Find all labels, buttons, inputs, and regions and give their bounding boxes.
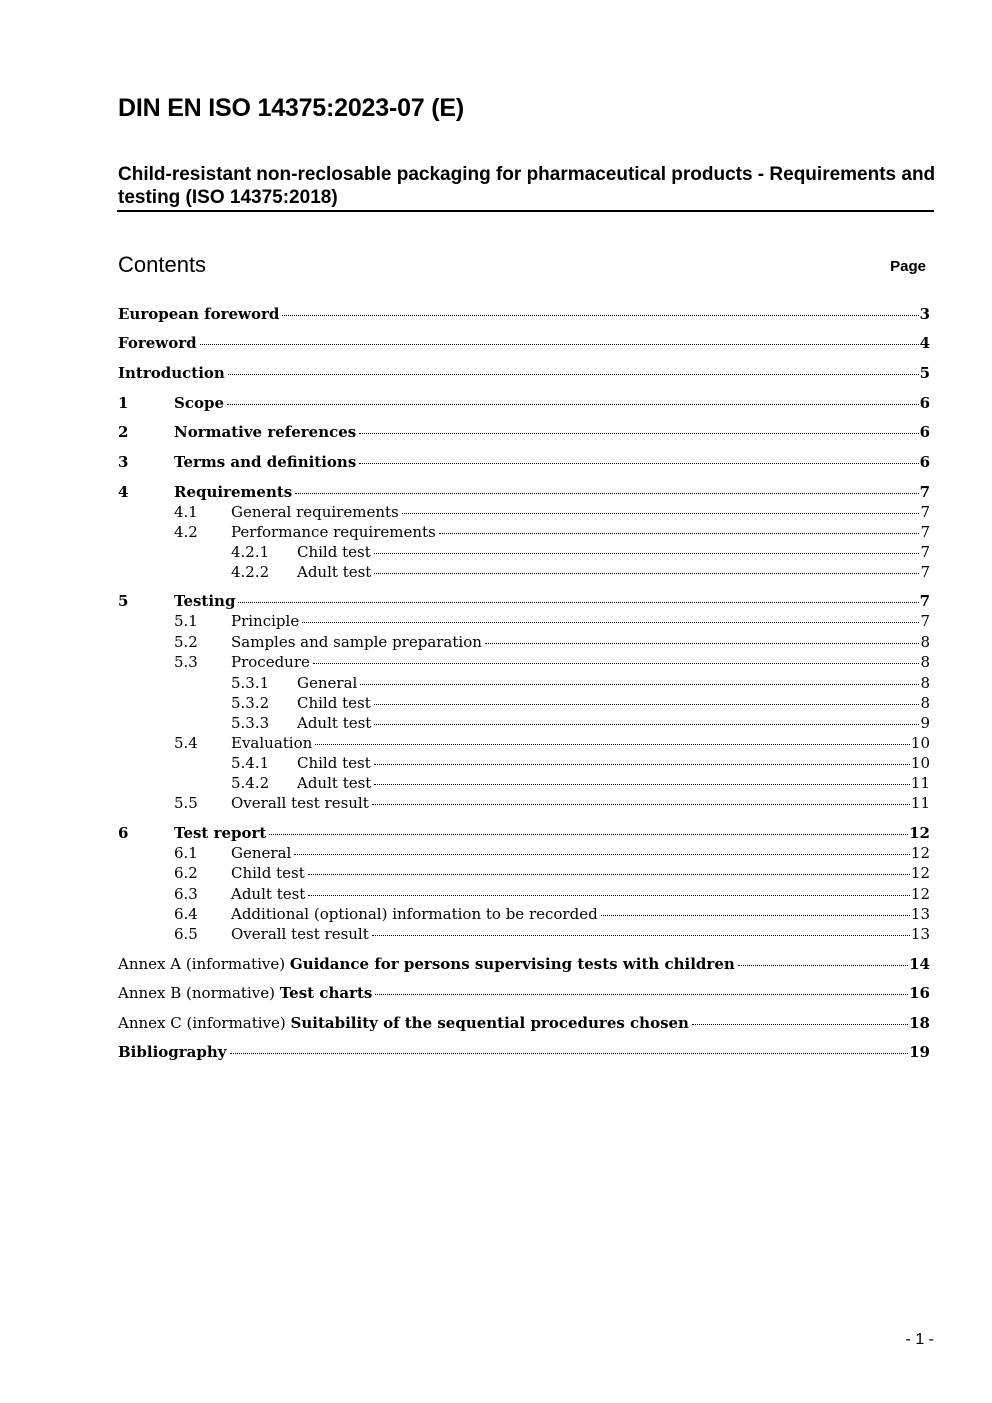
toc-entry[interactable] [118, 954, 930, 974]
toc-dot-leader [313, 662, 920, 664]
toc-entry[interactable] [118, 673, 930, 693]
toc-entry-number: 5.3 [174, 653, 198, 671]
toc-entry[interactable] [118, 333, 930, 353]
toc-entry[interactable] [118, 1013, 930, 1033]
title-rule [117, 210, 934, 212]
contents-heading: Contents [118, 252, 207, 277]
toc-entry-title: Samples and sample preparation [231, 633, 482, 651]
toc-entry-page: 12 [909, 824, 930, 842]
toc-dot-leader [315, 743, 910, 745]
toc-entry[interactable] [118, 983, 930, 1003]
toc-dot-leader [230, 1052, 909, 1054]
toc-entry-title: Overall test result [231, 925, 369, 943]
toc-dot-leader [374, 703, 920, 705]
toc-entry-page: 6 [919, 394, 930, 412]
toc-entry-number: 5.3.1 [231, 674, 270, 692]
toc-entry-number: 6.4 [174, 905, 198, 923]
document-subtitle: Child-resistant non-reclosable packaging for pharmaceutical products - Requirements and testing (ISO 14375:2018) [118, 164, 936, 208]
toc-entry-title: Principle [231, 612, 300, 630]
toc-dot-leader [374, 552, 920, 554]
toc-entry-number: 4.2 [174, 523, 198, 541]
toc-entry-title: Child test [297, 694, 371, 712]
toc-entry-title: Terms and definitions [174, 453, 357, 471]
toc-dot-leader [308, 894, 910, 896]
toc-entry-title: Test report [174, 824, 267, 842]
toc-dot-leader [375, 993, 908, 995]
toc-entry-title: Requirements [174, 483, 293, 501]
toc-entry-title: Procedure [231, 653, 310, 671]
toc-dot-leader [228, 373, 919, 375]
toc-entry-number: 5.4.1 [231, 754, 270, 772]
toc-entry-page: 19 [909, 1043, 930, 1061]
toc-entry[interactable] [118, 393, 930, 413]
toc-dot-leader [308, 873, 910, 875]
toc-entry-title: Adult test [231, 885, 306, 903]
toc-entry-number: 4.2.2 [231, 563, 270, 581]
toc-entry-page: 5 [919, 364, 930, 382]
toc-entry-title: Testing [174, 592, 236, 610]
toc-entry-number: 4 [118, 483, 129, 501]
toc-entry-page: 4 [919, 334, 930, 352]
toc-dot-leader [374, 763, 910, 765]
toc-entry-title: General [231, 844, 292, 862]
toc-entry-title: Adult test [297, 774, 372, 792]
toc-entry-title: Annex C (informative) Suitability of the sequential procedures chosen [118, 1014, 689, 1032]
toc-entry[interactable] [118, 482, 930, 502]
toc-entry-page: 7 [920, 503, 930, 521]
toc-entry-title: Performance requirements [231, 523, 436, 541]
toc-dot-leader [485, 642, 920, 644]
toc-entry-title: Child test [297, 754, 371, 772]
toc-entry-page: 8 [920, 653, 930, 671]
toc-entry-page: 7 [920, 523, 930, 541]
toc-entry-page: 12 [910, 844, 930, 862]
toc-entry[interactable] [118, 632, 930, 652]
toc-entry-number: 3 [118, 453, 129, 471]
toc-dot-leader [294, 853, 910, 855]
toc-dot-leader [302, 621, 919, 623]
toc-entry-title: Bibliography [118, 1043, 227, 1061]
toc-entry[interactable] [118, 542, 930, 562]
toc-entry-page: 10 [910, 754, 930, 772]
toc-entry-number: 6 [118, 824, 129, 842]
toc-entry[interactable] [118, 1042, 930, 1062]
toc-entry[interactable] [118, 363, 930, 383]
toc-entry-title: Annex A (informative) Guidance for persons supervising tests with children [118, 955, 735, 973]
toc-entry-page: 8 [920, 674, 930, 692]
toc-entry-number: 5.5 [174, 794, 198, 812]
toc-entry-page: 11 [910, 774, 930, 792]
toc-entry-page: 12 [910, 885, 930, 903]
toc-entry[interactable] [118, 611, 930, 631]
toc-entry-title: Child test [297, 543, 371, 561]
toc-entry[interactable] [118, 652, 930, 672]
toc-dot-leader [295, 492, 918, 494]
toc-dot-leader [269, 833, 908, 835]
toc-entry-page: 13 [910, 905, 930, 923]
toc-entry[interactable] [118, 904, 930, 924]
toc-entry[interactable] [118, 924, 930, 944]
toc-entry-title: Evaluation [231, 734, 313, 752]
toc-entry-number: 5.4.2 [231, 774, 270, 792]
annex-label: Annex A (informative) [118, 955, 290, 973]
toc-entry-page: 3 [919, 305, 930, 323]
toc-entry-title: Overall test result [231, 794, 369, 812]
toc-entry-page: 9 [920, 714, 930, 732]
toc-dot-leader [282, 314, 918, 316]
toc-entry[interactable] [118, 753, 930, 773]
toc-dot-leader [374, 723, 919, 725]
toc-entry-page: 7 [919, 592, 930, 610]
toc-entry-page: 16 [909, 984, 930, 1002]
toc-entry[interactable] [118, 562, 930, 582]
toc-entry-number: 5.3.2 [231, 694, 270, 712]
toc-entry[interactable] [118, 452, 930, 472]
toc-entry-page: 10 [910, 734, 930, 752]
toc-dot-leader [227, 403, 919, 405]
toc-entry-title: Foreword [118, 334, 197, 352]
toc-entry-page: 18 [909, 1014, 930, 1032]
toc-entry[interactable] [118, 591, 930, 611]
toc-entry-title: Annex B (normative) Test charts [118, 984, 373, 1002]
toc-entry-page: 14 [909, 955, 930, 973]
toc-entry[interactable] [118, 422, 930, 442]
toc-dot-leader [601, 914, 910, 916]
toc-entry[interactable] [118, 773, 930, 793]
toc-entry[interactable] [118, 304, 930, 324]
toc-entry-page: 13 [910, 925, 930, 943]
toc-dot-leader [374, 783, 910, 785]
annex-label: Annex C (informative) [118, 1014, 291, 1032]
toc-entry-number: 4.2.1 [231, 543, 270, 561]
toc-entry-number: 1 [118, 394, 129, 412]
document-title: DIN EN ISO 14375:2023-07 (E) [118, 94, 464, 122]
toc-entry-page: 11 [910, 794, 930, 812]
toc-entry-title: Normative references [174, 423, 357, 441]
toc-entry-title: European foreword [118, 305, 280, 323]
toc-entry-title: Adult test [297, 563, 372, 581]
toc-entry-number: 4.1 [174, 503, 198, 521]
toc-dot-leader [359, 462, 918, 464]
toc-entry-page: 12 [910, 864, 930, 882]
toc-entry-title: Adult test [297, 714, 372, 732]
toc-dot-leader [374, 572, 919, 574]
toc-entry-number: 6.3 [174, 885, 198, 903]
page-number: - 1 - [905, 1331, 934, 1348]
toc-entry-number: 2 [118, 423, 129, 441]
toc-entry-title: Child test [231, 864, 305, 882]
toc-entry-number: 5.4 [174, 734, 198, 752]
toc-entry[interactable] [118, 823, 930, 843]
toc-entry-page: 7 [919, 483, 930, 501]
toc-dot-leader [372, 934, 910, 936]
toc-entry-number: 6.5 [174, 925, 198, 943]
toc-entry[interactable] [118, 733, 930, 753]
toc-dot-leader [200, 343, 919, 345]
toc-entry-page: 6 [919, 453, 930, 471]
toc-entry-page: 8 [920, 633, 930, 651]
toc-entry[interactable] [118, 502, 930, 522]
toc-dot-leader [402, 512, 920, 514]
toc-dot-leader [372, 803, 910, 805]
toc-entry-title: General requirements [231, 503, 399, 521]
toc-entry-number: 6.2 [174, 864, 198, 882]
toc-entry-page: 7 [920, 543, 930, 561]
toc-dot-leader [439, 532, 920, 534]
toc-entry[interactable] [118, 843, 930, 863]
toc-entry-title: General [297, 674, 358, 692]
toc-entry-title: Additional (optional) information to be recorded [231, 905, 598, 923]
toc-entry-title: Scope [174, 394, 225, 412]
page-column-heading: Page [890, 258, 926, 275]
toc-dot-leader [738, 964, 908, 966]
toc-entry-page: 7 [920, 563, 930, 581]
toc-entry-number: 5.3.3 [231, 714, 270, 732]
toc-entry[interactable] [118, 863, 930, 883]
toc-entry-title: Introduction [118, 364, 225, 382]
toc-dot-leader [359, 432, 918, 434]
toc-entry-number: 5.1 [174, 612, 198, 630]
toc-entry-page: 6 [919, 423, 930, 441]
toc-entry[interactable] [118, 884, 930, 904]
toc-dot-leader [238, 601, 918, 603]
toc-entry-number: 5.2 [174, 633, 198, 651]
toc-entry-page: 7 [920, 612, 930, 630]
toc-dot-leader [692, 1023, 908, 1025]
toc-dot-leader [360, 683, 919, 685]
toc-entry-number: 6.1 [174, 844, 198, 862]
toc-entry-number: 5 [118, 592, 129, 610]
toc-entry[interactable] [118, 713, 930, 733]
annex-label: Annex B (normative) [118, 984, 280, 1002]
toc-entry[interactable] [118, 693, 930, 713]
toc-entry[interactable] [118, 793, 930, 813]
toc-entry[interactable] [118, 522, 930, 542]
toc-entry-page: 8 [920, 694, 930, 712]
